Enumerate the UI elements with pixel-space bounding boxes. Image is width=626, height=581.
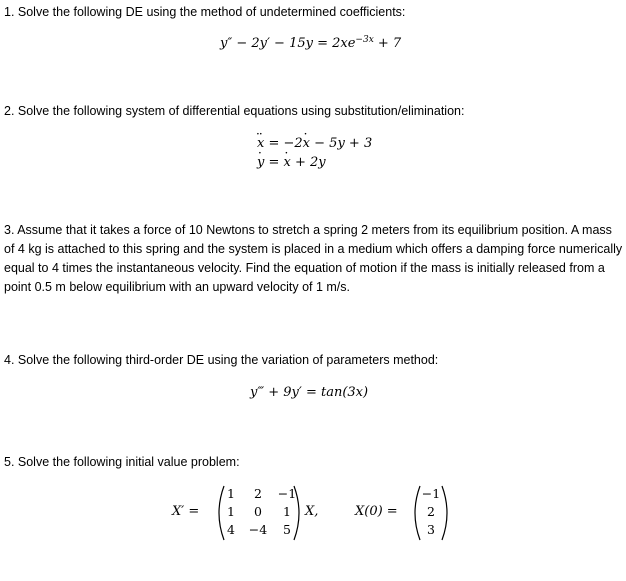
q1-eq-lhs: y″ − 2y′ − 15y = 2xe	[220, 36, 356, 51]
matrix-cell: 4	[227, 522, 235, 537]
q2-equation-1	[257, 136, 372, 151]
q4-prompt: 4. Solve the following third-order DE using the variation of parameters method:	[4, 353, 439, 367]
q2-eq2-var: · y	[257, 155, 264, 170]
q2-eq2-end: + 2y	[290, 155, 326, 170]
vector-cell: −1	[421, 486, 441, 501]
q5-lhs-label: X′ =	[172, 504, 200, 519]
q2-eq1-mid: · x	[303, 136, 310, 151]
q4-equation: y‴ + 9y′ = tan(3x)	[250, 385, 369, 400]
vector-right-paren	[440, 484, 454, 542]
vector-cell: 3	[427, 522, 435, 537]
matrix-cell: 1	[227, 504, 235, 519]
matrix-cell: −1	[277, 486, 297, 501]
q2-eq1-end: − 5y + 3	[310, 136, 373, 151]
q2-eq2-rest: =	[264, 155, 284, 170]
matrix-cell: 1	[283, 504, 291, 519]
q2-eq1-var: ·· x	[257, 136, 264, 151]
matrix-cell: 0	[254, 504, 262, 519]
q3-text: 3. Assume that it takes a force of 10 Newtons to stretch a spring 2 meters from its equilibrium position. A mass of 4 kg is attached to this spring and the system is placed in a medium which offers a damping force numerically equal to 4 times the instantaneous velocity. Find the equation of motion if the mass is initially released from a point 0.5 m below equilibrium with an upward velocity of 1 m/s.	[4, 223, 623, 294]
matrix-cell: 1	[227, 486, 235, 501]
q2-eq1-rest: = −2	[264, 136, 303, 151]
q5-ic-label: X(0) =	[355, 504, 398, 519]
q1-equation	[220, 35, 401, 51]
matrix-cell: −4	[248, 522, 268, 537]
q5-prompt: 5. Solve the following initial value problem:	[4, 455, 240, 469]
q5-equation	[172, 484, 592, 544]
q1-eq-rhs: + 7	[373, 36, 402, 51]
q5-after-matrix: X,	[305, 504, 319, 519]
q1-prompt: 1. Solve the following DE using the method of undetermined coefficients:	[4, 5, 406, 19]
q1-eq-exponent: −3x	[355, 35, 374, 45]
q2-equation-2	[257, 155, 326, 170]
vector-cell: 2	[427, 504, 435, 519]
matrix-cell: 5	[283, 522, 291, 537]
q2-prompt: 2. Solve the following system of differential equations using substitution/elimination:	[4, 104, 465, 118]
q2-eq2-mid: · x	[284, 155, 291, 170]
matrix-cell: 2	[254, 486, 262, 501]
